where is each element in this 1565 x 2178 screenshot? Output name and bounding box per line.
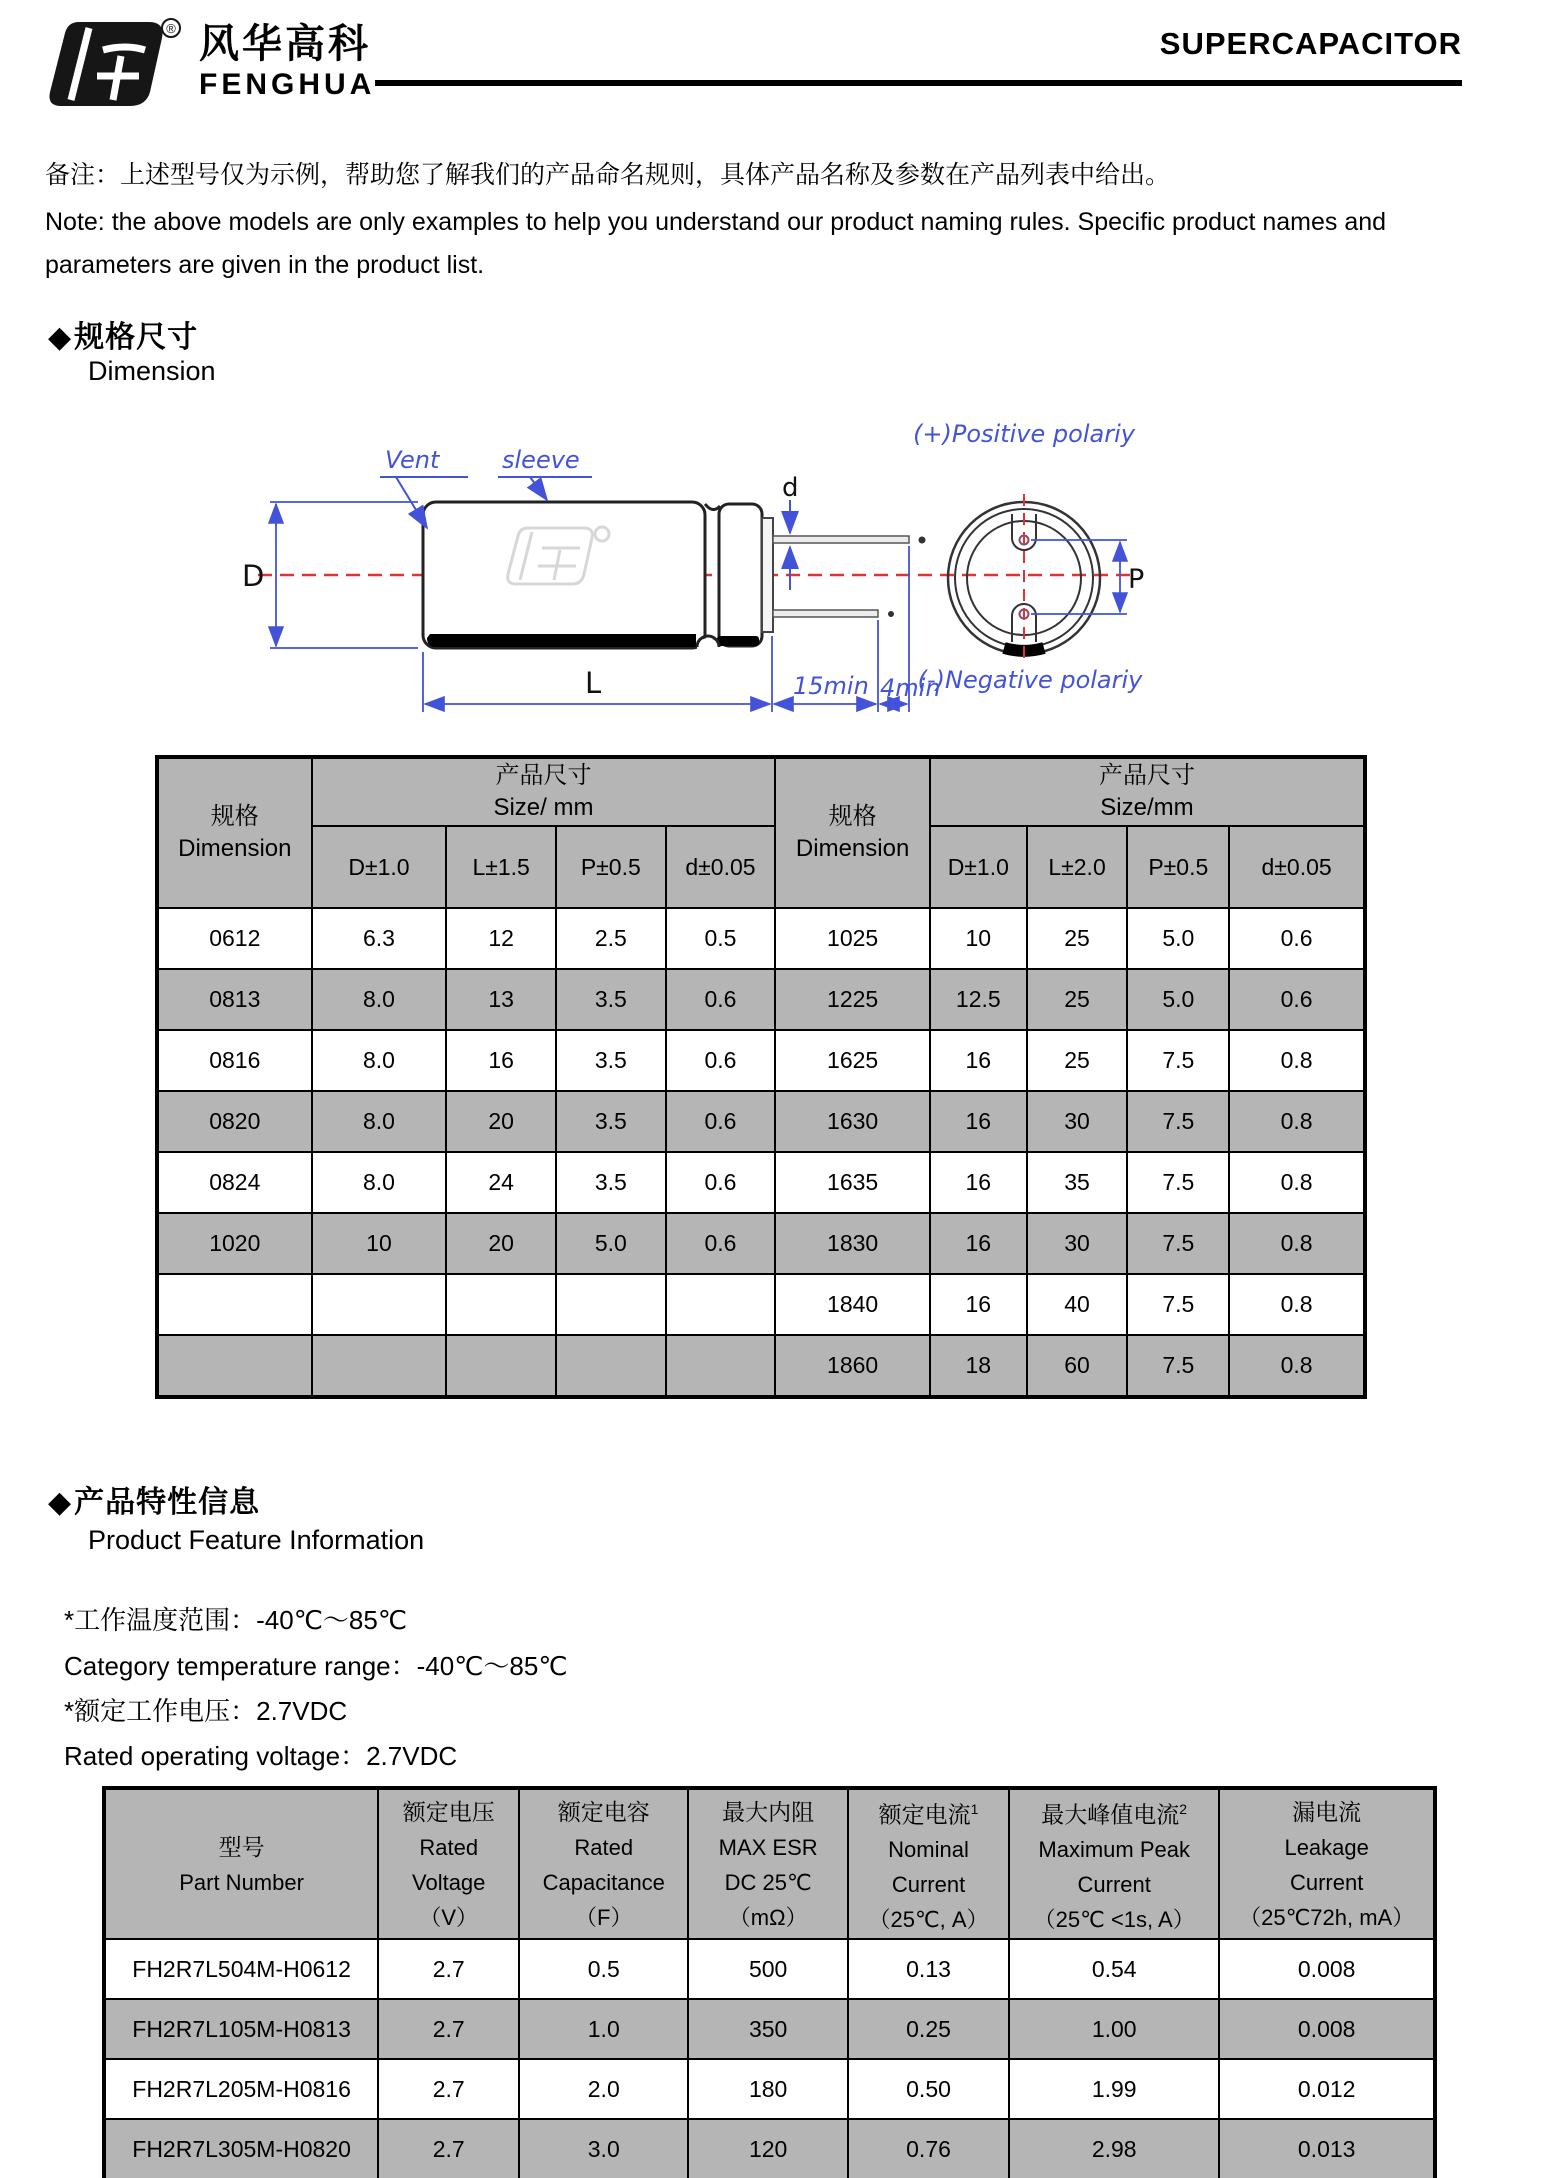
note-text-en-line1: Note: the above models are only examples to help you understand our product naming rules. Specific product names and [45, 208, 1387, 236]
column-header: L±1.5 [446, 826, 556, 908]
column-header: 额定电流$^1$ Nominal Current （25℃, A） [848, 1788, 1009, 1939]
min15-label: 15min [793, 672, 869, 700]
table-cell: 40 [1027, 1274, 1128, 1335]
table-cell: 1860 [775, 1335, 930, 1397]
table-cell: 24 [446, 1152, 556, 1213]
table-cell: 1225 [775, 969, 930, 1030]
column-header: 型号 Part Number [104, 1788, 378, 1939]
table-cell: 1625 [775, 1030, 930, 1091]
table-cell: 0.8 [1229, 1091, 1365, 1152]
capacitor-body [423, 502, 705, 648]
positive-polarity-label: (+)Positive polariy [913, 420, 1135, 448]
column-header: D±1.0 [930, 826, 1027, 908]
column-header: d±0.05 [1229, 826, 1365, 908]
table-cell: 1.99 [1009, 2059, 1219, 2119]
table-cell: 2.7 [378, 2059, 519, 2119]
table-cell [446, 1274, 556, 1335]
table-cell: 25 [1027, 969, 1128, 1030]
table-cell: 0.6 [666, 1030, 776, 1091]
diamond-bullet-icon: ◆ [48, 1486, 73, 1519]
table-cell: 3.5 [556, 1030, 666, 1091]
table-cell: 1630 [775, 1091, 930, 1152]
table-row [104, 2059, 1435, 2119]
page-title: SUPERCAPACITOR [1159, 26, 1462, 61]
column-header: P±0.5 [1127, 826, 1229, 908]
table-cell: 0.54 [1009, 1939, 1219, 1999]
table-cell [556, 1274, 666, 1335]
table-cell [312, 1274, 447, 1335]
table-cell: 60 [1027, 1335, 1128, 1397]
table-cell: 0.6 [666, 1213, 776, 1274]
fenghua-logo-mark [45, 16, 185, 112]
table-row [104, 1999, 1435, 2059]
column-header: 漏电流 Leakage Current （25℃72h, mA） [1219, 1788, 1435, 1939]
header-size-en: Size/mm [1100, 794, 1194, 821]
table-cell: 0612 [157, 908, 312, 969]
L-label: L [585, 666, 602, 700]
table-cell: 180 [688, 2059, 848, 2119]
table-cell: 7.5 [1127, 1335, 1229, 1397]
column-header: P±0.5 [556, 826, 666, 908]
table-cell: 0.76 [848, 2119, 1009, 2178]
table-cell: 10 [930, 908, 1027, 969]
table-cell: 18 [930, 1335, 1027, 1397]
column-header-dimension-left [157, 757, 312, 908]
table-cell: 3.0 [519, 2119, 688, 2178]
table-cell: 1635 [775, 1152, 930, 1213]
brand-name-en: FENGHUA [199, 68, 376, 101]
column-header: d±0.05 [666, 826, 776, 908]
header-dim-cn: 规格 [828, 803, 877, 830]
header-rule [375, 80, 1462, 86]
table-cell: 8.0 [312, 969, 447, 1030]
section-heading-dimension [48, 312, 198, 356]
negative-polarity-label: (-)Negative polariy [917, 666, 1143, 694]
spec-temperature-range-cn: *工作温度范围：-40℃～85℃ [64, 1605, 408, 1635]
section-heading-features-cn: 产品特性信息 [74, 1486, 261, 1519]
table-cell: 12.5 [930, 969, 1027, 1030]
note-text-cn: 备注：上述型号仅为示例，帮助您了解我们的产品命名规则，具体产品名称及参数在产品列表中给出。 [45, 161, 1171, 189]
d-label: d [782, 473, 799, 503]
table-cell: 16 [930, 1091, 1027, 1152]
table-row [157, 969, 1365, 1030]
capacitor-dimension-diagram [230, 400, 1170, 740]
table-cell: 7.5 [1127, 1213, 1229, 1274]
brand-name-cn: 风华高科 [199, 22, 371, 66]
table-cell: 8.0 [312, 1091, 447, 1152]
table-cell: 0.8 [1229, 1152, 1365, 1213]
table-row [157, 1030, 1365, 1091]
table-cell: 0.6 [666, 969, 776, 1030]
table-cell: 8.0 [312, 1152, 447, 1213]
table-row [104, 2119, 1435, 2178]
table-cell [157, 1274, 312, 1335]
table-cell: 13 [446, 969, 556, 1030]
lead-negative-tip-dot [888, 611, 894, 617]
table-cell: 120 [688, 2119, 848, 2178]
column-header: 额定电容 Rated Capacitance （F） [519, 1788, 688, 1939]
table-row [157, 1335, 1365, 1397]
table-cell: 16 [930, 1274, 1027, 1335]
polarity-stripe [427, 634, 696, 647]
lead-positive-tip-dot [919, 537, 926, 544]
table-row [104, 1939, 1435, 1999]
table-cell: 0.8 [1229, 1274, 1365, 1335]
table-cell: 0.8 [1229, 1335, 1365, 1397]
table-row [157, 1213, 1365, 1274]
table-cell: 30 [1027, 1213, 1128, 1274]
table-cell [157, 1335, 312, 1397]
section-heading-features [48, 1477, 260, 1521]
lead-positive [773, 536, 909, 543]
table-cell: 2.7 [378, 1999, 519, 2059]
capacitor-cap [719, 504, 762, 646]
header-dim-cn: 规格 [210, 803, 259, 830]
table-cell: 7.5 [1127, 1091, 1229, 1152]
note-text-en-line2: parameters are given in the product list. [45, 251, 485, 279]
table-cell: FH2R7L504M-H0612 [104, 1939, 378, 1999]
table-cell: 1.00 [1009, 1999, 1219, 2059]
section-heading-dimension-cn: 规格尺寸 [74, 321, 199, 354]
column-header: 额定电压 Rated Voltage （V） [378, 1788, 519, 1939]
column-header: 最大峰值电流$^2$ Maximum Peak Current （25℃ <1s, A） [1009, 1788, 1219, 1939]
header-dim-en: Dimension [795, 835, 910, 862]
table-cell: 500 [688, 1939, 848, 1999]
table-cell: 0.6 [666, 1152, 776, 1213]
min4-label: 4min [880, 674, 941, 702]
table-cell: 5.0 [1127, 969, 1229, 1030]
table-cell: 3.5 [556, 1091, 666, 1152]
table-cell: 0.8 [1229, 1030, 1365, 1091]
header-size-en: Size/ mm [493, 794, 594, 821]
table-row [157, 908, 1365, 969]
table-cell: 0.013 [1219, 2119, 1435, 2178]
table-cell: FH2R7L105M-H0813 [104, 1999, 378, 2059]
table-cell: 10 [312, 1213, 447, 1274]
table-cell: 1020 [157, 1213, 312, 1274]
table-cell: FH2R7L305M-H0820 [104, 2119, 378, 2178]
table-cell: 3.5 [556, 1152, 666, 1213]
table-cell: 0.6 [666, 1091, 776, 1152]
table-cell: 0820 [157, 1091, 312, 1152]
column-header-size-right [930, 757, 1365, 826]
lead-negative [773, 610, 878, 617]
table-cell: 0.50 [848, 2059, 1009, 2119]
table-cell: 16 [930, 1213, 1027, 1274]
table-cell: 0813 [157, 969, 312, 1030]
brand-logo-text [199, 16, 375, 102]
table-cell: 20 [446, 1091, 556, 1152]
table-cell: 5.0 [1127, 908, 1229, 969]
table-cell: 16 [930, 1152, 1027, 1213]
table-cell: 25 [1027, 1030, 1128, 1091]
sleeve-label: sleeve [502, 446, 580, 474]
table-cell: 0.008 [1219, 1999, 1435, 2059]
table-cell: 16 [446, 1030, 556, 1091]
table-cell: 5.0 [556, 1213, 666, 1274]
table-cell: 0.25 [848, 1999, 1009, 2059]
spec-rated-voltage-cn: *额定工作电压：2.7VDC [64, 1696, 348, 1726]
table-cell: 1830 [775, 1213, 930, 1274]
table-cell: 20 [446, 1213, 556, 1274]
D-label: D [242, 559, 265, 593]
column-header: L±2.0 [1027, 826, 1128, 908]
table-cell: 0.5 [519, 1939, 688, 1999]
sleeve-leader-line [530, 477, 547, 500]
table-cell: 2.7 [378, 2119, 519, 2178]
column-header: D±1.0 [312, 826, 447, 908]
table-row [157, 1091, 1365, 1152]
table-cell: 0816 [157, 1030, 312, 1091]
table-cell: 0.13 [848, 1939, 1009, 1999]
dimension-table [155, 755, 1367, 1399]
table-cell: 2.98 [1009, 2119, 1219, 2178]
table-row [157, 1274, 1365, 1335]
feature-table-header-row [104, 1788, 1435, 1939]
spec-temperature-range-en: Category temperature range：-40℃～85℃ [64, 1651, 568, 1681]
table-row [157, 1152, 1365, 1213]
header-size-cn: 产品尺寸 [495, 762, 592, 789]
header-size-cn: 产品尺寸 [1098, 762, 1195, 789]
registered-mark: ® [166, 21, 176, 36]
table-cell [312, 1335, 447, 1397]
table-cell: 2.0 [519, 2059, 688, 2119]
column-header-size-left [312, 757, 776, 826]
section-heading-dimension-en: Dimension [88, 356, 216, 386]
table-cell: FH2R7L205M-H0816 [104, 2059, 378, 2119]
table-cell: 0.6 [1229, 908, 1365, 969]
column-header-dimension-right [775, 757, 930, 908]
table-cell: 7.5 [1127, 1030, 1229, 1091]
table-cell: 1025 [775, 908, 930, 969]
table-cell [446, 1335, 556, 1397]
table-cell: 16 [930, 1030, 1027, 1091]
diamond-bullet-icon: ◆ [48, 321, 73, 354]
table-cell: 350 [688, 1999, 848, 2059]
vent-label: Vent [385, 446, 440, 474]
section-heading-features-en: Product Feature Information [88, 1525, 425, 1555]
table-cell: 0.6 [1229, 969, 1365, 1030]
table-cell: 30 [1027, 1091, 1128, 1152]
table-cell: 1.0 [519, 1999, 688, 2059]
header-dim-en: Dimension [178, 835, 292, 862]
table-cell: 0.008 [1219, 1939, 1435, 1999]
table-cell: 25 [1027, 908, 1128, 969]
table-cell: 2.5 [556, 908, 666, 969]
table-cell: 0.5 [666, 908, 776, 969]
brand-logo [45, 16, 375, 112]
product-feature-table [102, 1786, 1437, 2178]
table-cell: 35 [1027, 1152, 1128, 1213]
table-cell: 7.5 [1127, 1152, 1229, 1213]
table-cell: 1840 [775, 1274, 930, 1335]
table-cell: 0.012 [1219, 2059, 1435, 2119]
table-cell: 12 [446, 908, 556, 969]
spec-rated-voltage-en: Rated operating voltage：2.7VDC [64, 1741, 458, 1771]
table-cell [666, 1274, 776, 1335]
column-header: 最大内阻 MAX ESR DC 25℃ （mΩ） [688, 1788, 848, 1939]
table-cell [666, 1335, 776, 1397]
table-cell: 2.7 [378, 1939, 519, 1999]
table-cell: 7.5 [1127, 1274, 1229, 1335]
P-label: P [1128, 564, 1145, 595]
table-cell: 3.5 [556, 969, 666, 1030]
table-cell [556, 1335, 666, 1397]
table-cell: 0.8 [1229, 1213, 1365, 1274]
table-cell: 6.3 [312, 908, 447, 969]
seal-disc [762, 518, 773, 632]
table-cell: 8.0 [312, 1030, 447, 1091]
table-cell: 0824 [157, 1152, 312, 1213]
